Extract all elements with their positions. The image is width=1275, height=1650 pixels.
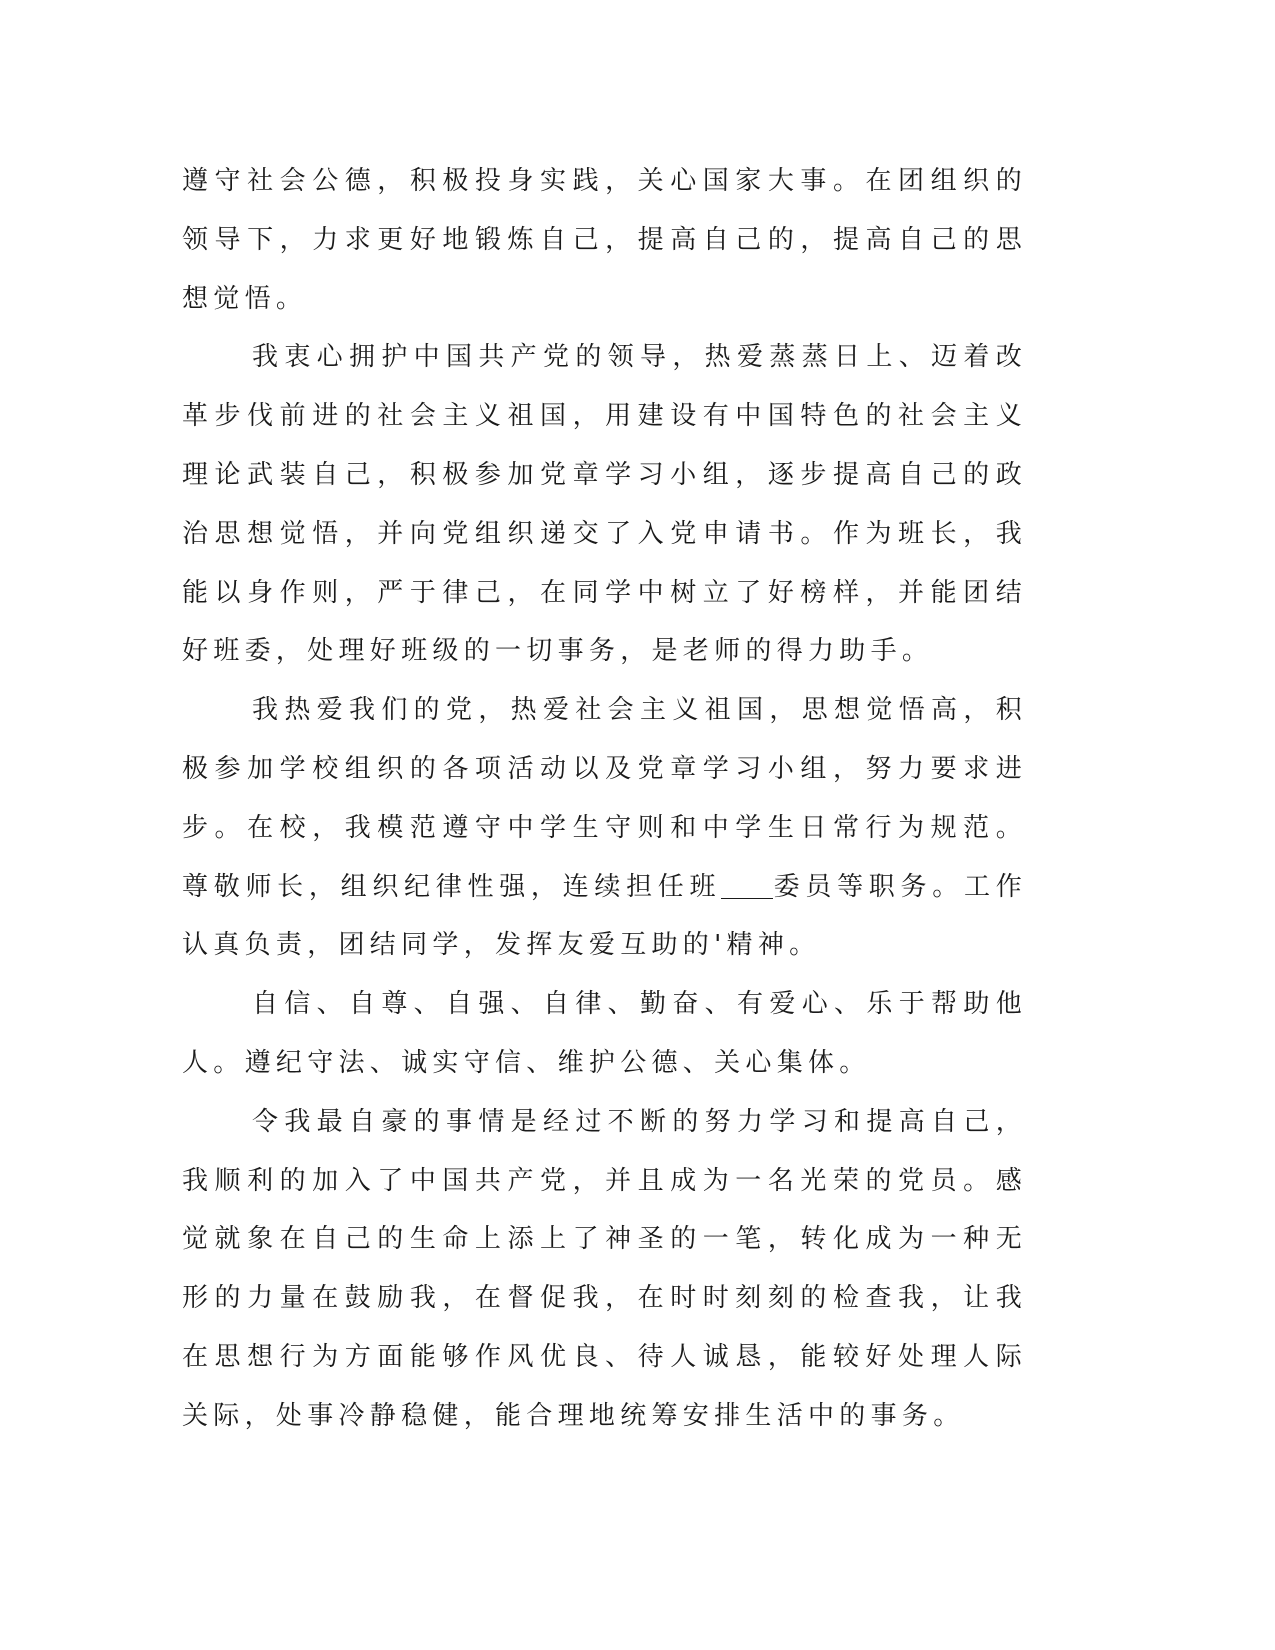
paragraph-5: 令我最自豪的事情是经过不断的努力学习和提高自己，我顺利的加入了中国共产党，并且成为一名光荣的党员。感觉就象在自己的生命上添上了神圣的一笔，转化成为一种无形的力量在鼓励我，在督促我，在时时刻刻的检查我，让我在思想行为方面能够作风优良、待人诚恳，能较好处理人际关际，处事冷静稳健，能合理地统筹安排生活中的事务。 xyxy=(182,1106,1027,1431)
paragraph-3-part-1: 我热爱我们的党，热爱社会主义祖国，思想觉悟高，积极参加学校组织的各项活动以及党章学习小组，努力要求进步。在校，我模范遵守中学生守则和中学生日常行为规范。尊敬师长，组织纪律性强，连续担任班 xyxy=(182,695,1027,902)
paragraph-4: 自信、自尊、自强、自律、勤奋、有爱心、乐于帮助他人。遵纪守法、诚实守信、维护公德、关心集体。 xyxy=(182,989,1027,1078)
paragraph-2: 我衷心拥护中国共产党的领导，热爱蒸蒸日上、迈着改革步伐前进的社会主义祖国，用建设有中国特色的社会主义理论武装自己，积极参加党章学习小组，逐步提高自己的政治思想觉悟，并向党组织递交了入党申请书。作为班长，我能以身作则，严于律己，在同学中树立了好榜样，并能团结好班委，处理好班级的一切事务，是老师的得力助手。 xyxy=(182,342,1027,667)
fill-in-blank xyxy=(721,870,773,899)
paragraph-1: 遵守社会公德，积极投身实践，关心国家大事。在团组织的领导下，力求更好地锻炼自己，提高自己的，提高自己的思想觉悟。 xyxy=(182,166,1027,314)
paragraph-3 xyxy=(182,681,1027,975)
document-body xyxy=(182,152,1027,1446)
paragraph-3-part-2: 委员等职务。工作认真负责，团结同学，发挥友爱互助的'精神。 xyxy=(182,871,1027,961)
